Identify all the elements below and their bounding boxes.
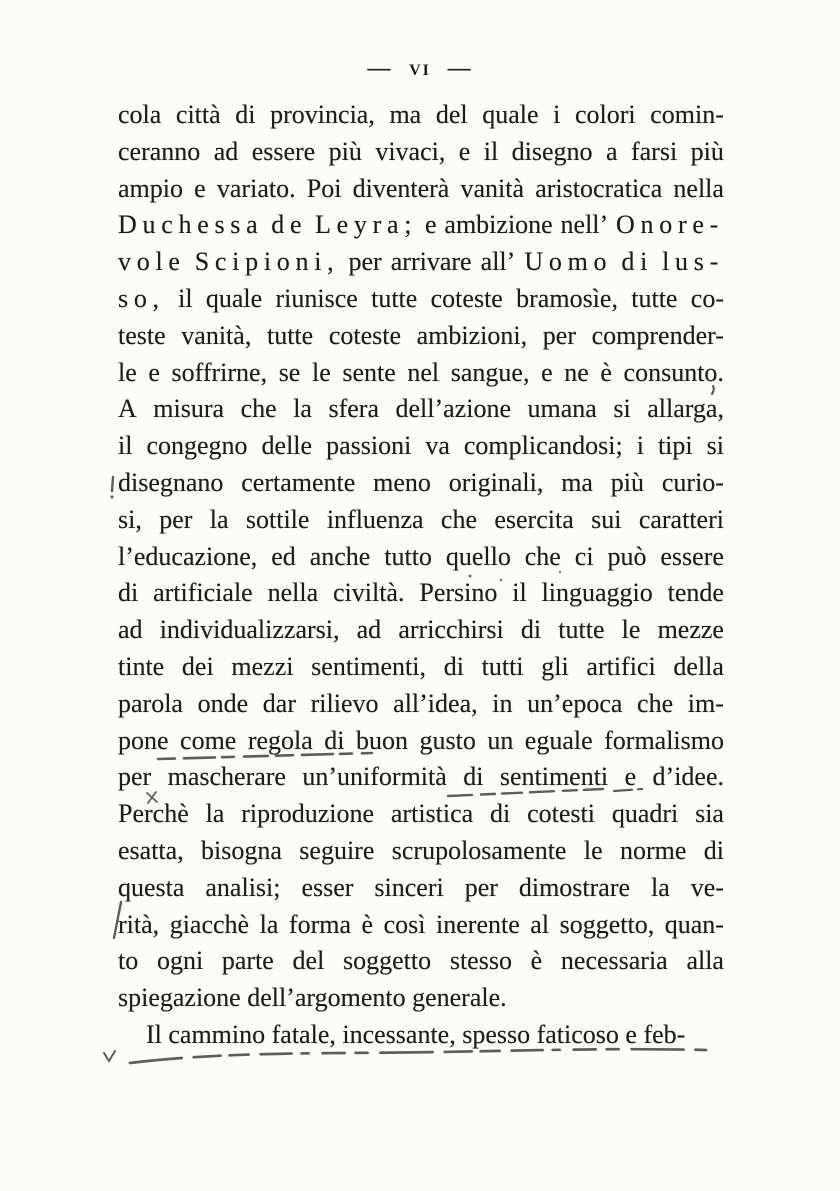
text-line: di artificiale nella civiltà. Persino il linguaggio tende [118, 578, 724, 608]
text-line: tinte dei mezzi sentimenti, di tutti gli artifici della [118, 651, 724, 681]
text-block [118, 97, 724, 1054]
text-line: pone come regola di buon gusto un eguale formalismo [118, 725, 724, 755]
margin-tick-dot [110, 495, 113, 498]
text-line: si, per la sottile influenza che esercita sui caratteri [118, 504, 724, 534]
check-mark [104, 1051, 115, 1061]
text-line: teste vanità, tutte coteste ambizioni, per comprender- [118, 320, 724, 350]
text-line: questa analisi; esser sinceri per dimostrare la ve- [118, 872, 724, 902]
text-line: l’educazione, ed anche tutto quello che ci può essere [118, 541, 724, 571]
text-line: ampio e variato. Poi diventerà vanità aristocratica nella [118, 173, 724, 203]
text-line: ceranno ad essere più vivaci, e il disegno a farsi più [118, 136, 724, 166]
text-line: le e soffrirne, se le sente nel sangue, e ne è consunto. [118, 357, 724, 387]
text-line: ad individualizzarsi, ad arricchirsi di tutte le mezze [118, 615, 724, 645]
text-line: rità, giacchè la forma è così inerente al soggetto, quan- [118, 909, 724, 939]
text-line: A misura che la sfera dell’azione umana si allarga, [118, 394, 724, 424]
text-line: disegnano certamente meno originali, ma più curio- [118, 467, 724, 497]
text-line: to ogni parte del soggetto stesso è necessaria alla [118, 946, 724, 976]
text-line: vole Scipioni, per arrivare all’ Uomo di lus- [118, 247, 724, 277]
text-line: so, il quale riunisce tutte coteste bramosìe, tutte co- [118, 283, 724, 313]
margin-tick [112, 477, 113, 491]
text-line: cola città di provincia, ma del quale i colori comin- [118, 100, 724, 129]
text-line: spiegazione dell’argomento generale. [118, 983, 507, 1013]
text-line: Perchè la riproduzione artistica di cotesti quadri sia [118, 799, 724, 829]
page-number-header: — vi — [367, 55, 473, 80]
text-line: parola onde dar rilievo all’idea, in un’epoca che im- [118, 688, 724, 718]
text-line: Il cammino fatale, incessante, spesso faticoso e feb- [146, 1019, 686, 1049]
text-line: per mascherare un’uniformità di sentimenti e d’idee. [118, 762, 724, 792]
text-line: esatta, bisogna seguire scrupolosamente le norme di [118, 835, 724, 865]
text-line: il congegno delle passioni va complicandosi; i tipi si [118, 431, 724, 461]
text-line: Duchessa de Leyra; e ambizione nell’ Onore- [118, 210, 724, 240]
